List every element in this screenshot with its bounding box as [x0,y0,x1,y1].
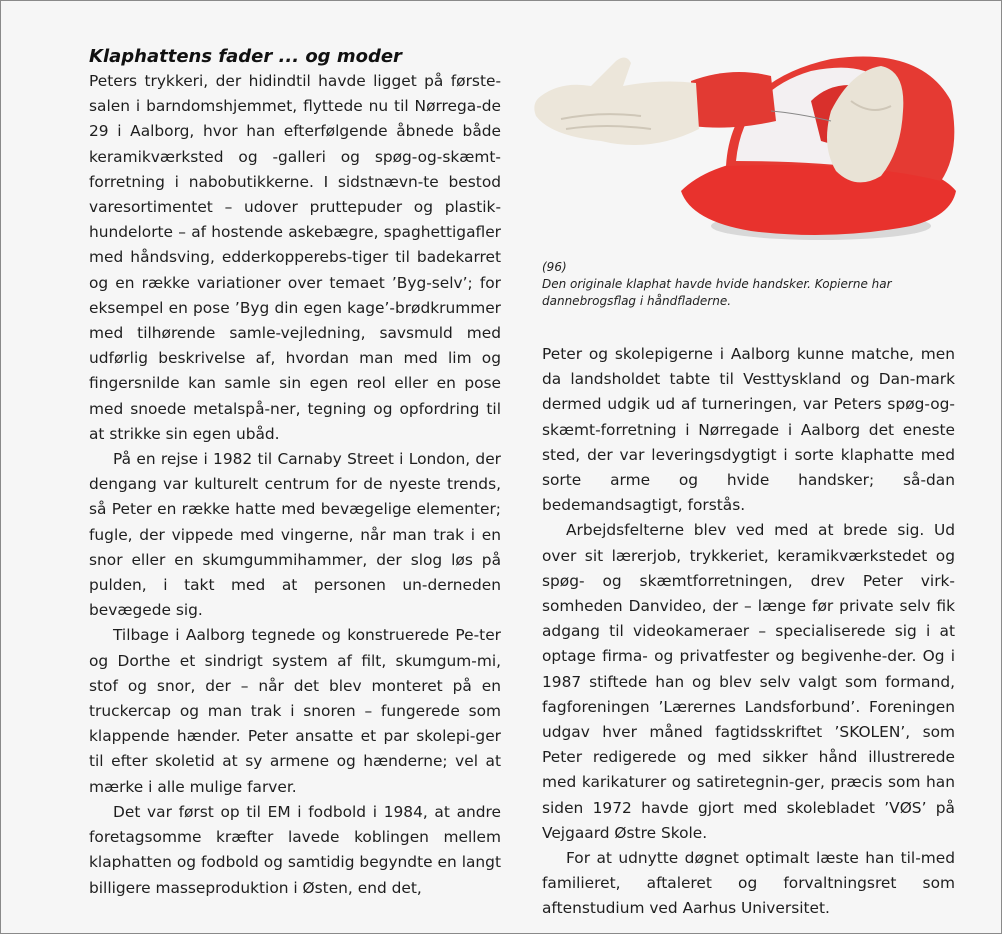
paragraph: For at udnytte døgnet optimalt læste han til-med familieret, aftaleret og forvaltningsret som aftenstudium ved Aarhus Universitet. [542,849,955,918]
clapping-hat-icon [531,41,961,251]
figure-caption [542,259,962,310]
paragraph: På en rejse i 1982 til Carnaby Street i London, der dengang var kulturelt centrum for de nyeste trends, så Peter en række hatte med bevægelige elementer; fugle, der vippede med vingerne, når man trak i en snor eller en skumgummihammer, der slog løs på pulden, i takt med at personen un-derneden bevægede sig. [89,450,501,620]
paragraph: Det var først op til EM i fodbold i 1984, at andre foretagsomme kræfter lavede koblingen mellem klaphatten og fodbold og samtidig begyndte en langt billigere masseproduktion i Østen, end det, [89,802,501,897]
right-column [542,342,955,922]
article-heading: Klaphattens fader ... og moder [89,46,402,67]
paragraph: Peter og skolepigerne i Aalborg kunne matche, men da landsholdet tabte til Vesttyskland og Dan-mark dermed udgik ud af turneringen, var Peters spøg-og-skæmt-forretning i Nørregade i Aalborg det eneste sted, der var leveringsdygtigt i sorte klaphatte med sorte arme og hvide handsker; så-dan bedemandsagtigt, forstås. [542,345,955,515]
clapping-hat-photo [531,41,961,251]
left-column [89,45,501,901]
figure-number: (96) [542,260,567,274]
figure-caption-text: Den originale klaphat havde hvide handsker. Kopierne har dannebrogsflag i håndfladerne. [542,277,892,308]
paragraph: Peters trykkeri, der hidindtil havde ligget på første-salen i barndomshjemmet, flyttede nu til Nørrega-de 29 i Aalborg, hvor han efterfølgende åbnede både keramikværksted og -galleri og spøg-og-skæmt-forretning i nabobutikkerne. I sidstnævn-te bestod varesortimentet – udover pruttepuder og plastik-hundelorte – af hostende askebægre, spaghettigafler med håndsving, edderkopperebs-tiger til badekarret og en række variationer over temaet ’Byg-selv’; for eksempel en pose ’Byg din egen kage’-brødkrummer med tilhørende samle-vejledning, savsmuld med udførlig beskrivelse af, hvordan man med lim og fingersnilde kan samle sin egen reol eller en pose med snoede metalspå-ner, tegning og opfordring til at strikke sin egen ubåd. [89,72,501,443]
paragraph: Tilbage i Aalborg tegnede og konstruerede Pe-ter og Dorthe et sindrigt system af filt, skumgum-mi, stof og snor, der – når det blev monteret på en truckercap og man trak i snoren – fungerede som klappende hænder. Peter ansatte et par skolepi-ger til efter skoletid at sy armene og hænderne; vel at mærke i alle mulige farver. [89,626,501,796]
paragraph: Arbejdsfelterne blev ved med at brede sig. Ud over sit lærerjob, trykkeriet, keramikværkstedet og spøg- og skæmtforretningen, drev Peter virk-somheden Danvideo, der – længe før private selv fik adgang til videokameraer – specialiserede sig i at optage firma- og privatfester og begivenhe-der. Og i 1987 stiftede han og blev selv valgt som formand, fagforeningen ’Lærernes Landsforbund’. Foreningen udgav hver måned fagtidsskriftet ’SKOLEN’, som Peter redigerede og med sikker hånd illustrerede med karikaturer og satiretegnin-ger, præcis som han siden 1972 havde gjort med skolebladet ’VØS’ på Vejgaard Østre Skole. [542,521,955,842]
